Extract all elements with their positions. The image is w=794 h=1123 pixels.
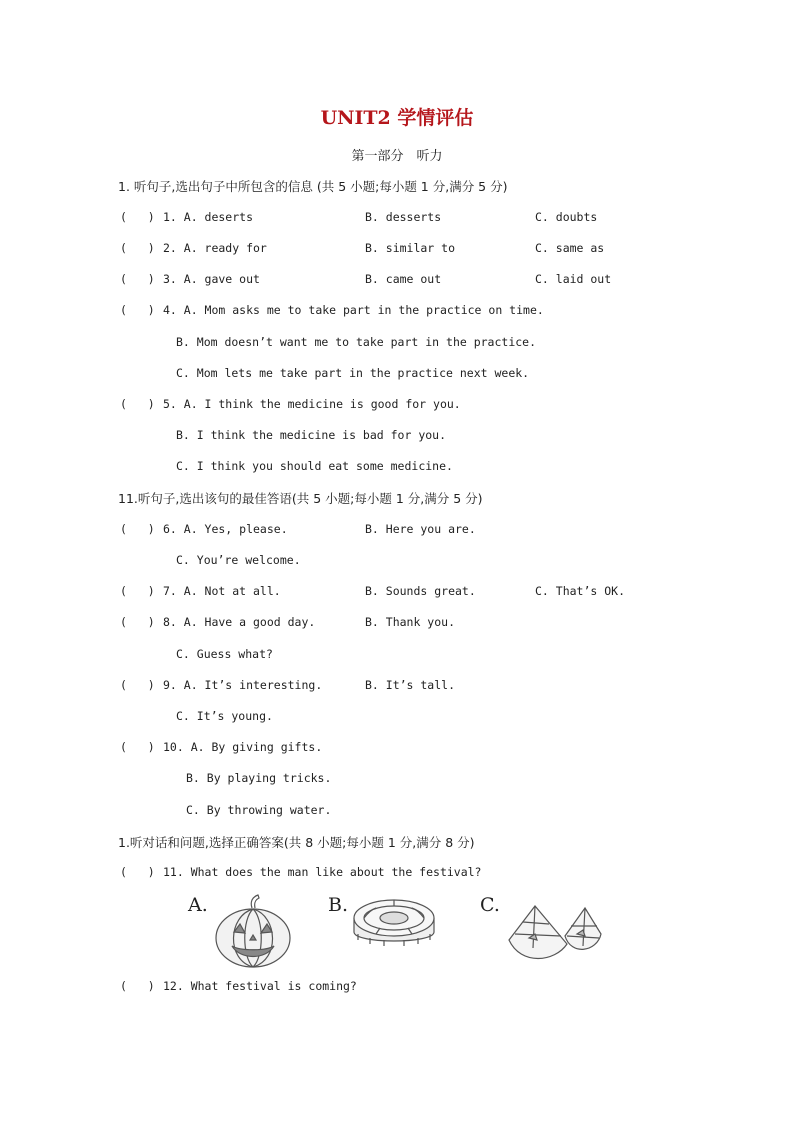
q6-option-a: 6. A. Yes, please. <box>163 522 288 536</box>
answer-blank[interactable]: ( ) <box>120 241 155 255</box>
q6-option-b: B. Here you are. <box>365 522 476 536</box>
section-heading-3: 1.听对话和问题,选择正确答案(共 8 小题;每小题 1 分,满分 8 分) <box>118 835 475 850</box>
picture-label-b: B. <box>328 894 349 916</box>
answer-blank[interactable]: ( ) <box>120 865 155 879</box>
section-heading-2: 11.听句子,选出该句的最佳答语(共 5 小题;每小题 1 分,满分 5 分) <box>118 491 483 506</box>
answer-blank[interactable]: ( ) <box>120 678 155 692</box>
picture-label-a: A. <box>188 894 208 916</box>
q2-option-c: C. same as <box>535 241 605 255</box>
q10-option-b: B. By playing tricks. <box>186 771 332 785</box>
q5-option-c: C. I think you should eat some medicine. <box>176 459 453 473</box>
q12-question: 12. What festival is coming? <box>163 979 357 993</box>
answer-blank[interactable]: ( ) <box>120 522 155 536</box>
q9-option-a: 9. A. It’s interesting. <box>163 678 323 692</box>
q4-option-a: 4. A. Mom asks me to take part in the practice on time. <box>163 303 544 317</box>
q8-option-b: B. Thank you. <box>365 615 456 629</box>
zongzi-icon <box>505 900 605 968</box>
answer-blank[interactable]: ( ) <box>120 740 155 754</box>
part-heading: 第一部分 听力 <box>351 149 443 164</box>
q6-option-c: C. You’re welcome. <box>176 553 301 567</box>
q2-option-b: B. similar to <box>365 241 456 255</box>
pumpkin-icon <box>212 894 294 970</box>
q3-option-c: C. laid out <box>535 272 612 286</box>
q10-option-a: 10. A. By giving gifts. <box>163 740 323 754</box>
answer-blank[interactable]: ( ) <box>120 303 155 317</box>
q7-option-b: B. Sounds great. <box>365 584 476 598</box>
q4-option-b: B. Mom doesn’t want me to take part in the practice. <box>176 335 537 349</box>
q10-option-c: C. By throwing water. <box>186 803 332 817</box>
q3-option-b: B. came out <box>365 272 442 286</box>
answer-blank[interactable]: ( ) <box>120 210 155 224</box>
q1-option-c: C. doubts <box>535 210 598 224</box>
q3-option-a: 3. A. gave out <box>163 272 260 286</box>
q1-option-b: B. desserts <box>365 210 442 224</box>
answer-blank[interactable]: ( ) <box>120 272 155 286</box>
answer-blank[interactable]: ( ) <box>120 584 155 598</box>
q7-option-a: 7. A. Not at all. <box>163 584 281 598</box>
q2-option-a: 2. A. ready for <box>163 241 267 255</box>
picture-label-c: C. <box>480 894 500 916</box>
q8-option-c: C. Guess what? <box>176 647 273 661</box>
q4-option-c: C. Mom lets me take part in the practice next week. <box>176 366 530 380</box>
section-heading-1: 1. 听句子,选出句子中所包含的信息 (共 5 小题;每小题 1 分,满分 5 分) <box>118 179 508 194</box>
q8-option-a: 8. A. Have a good day. <box>163 615 316 629</box>
answer-blank[interactable]: ( ) <box>120 397 155 411</box>
page-title: UNIT2 学情评估 <box>320 107 474 129</box>
answer-blank[interactable]: ( ) <box>120 615 155 629</box>
q7-option-c: C. That’s OK. <box>535 584 626 598</box>
q9-option-c: C. It’s young. <box>176 709 273 723</box>
q5-option-a: 5. A. I think the medicine is good for you. <box>163 397 461 411</box>
mooncake-icon <box>350 888 438 954</box>
q5-option-b: B. I think the medicine is bad for you. <box>176 428 447 442</box>
q11-question: 11. What does the man like about the festival? <box>163 865 482 879</box>
q1-option-a: 1. A. deserts <box>163 210 254 224</box>
q9-option-b: B. It’s tall. <box>365 678 456 692</box>
answer-blank[interactable]: ( ) <box>120 979 155 993</box>
